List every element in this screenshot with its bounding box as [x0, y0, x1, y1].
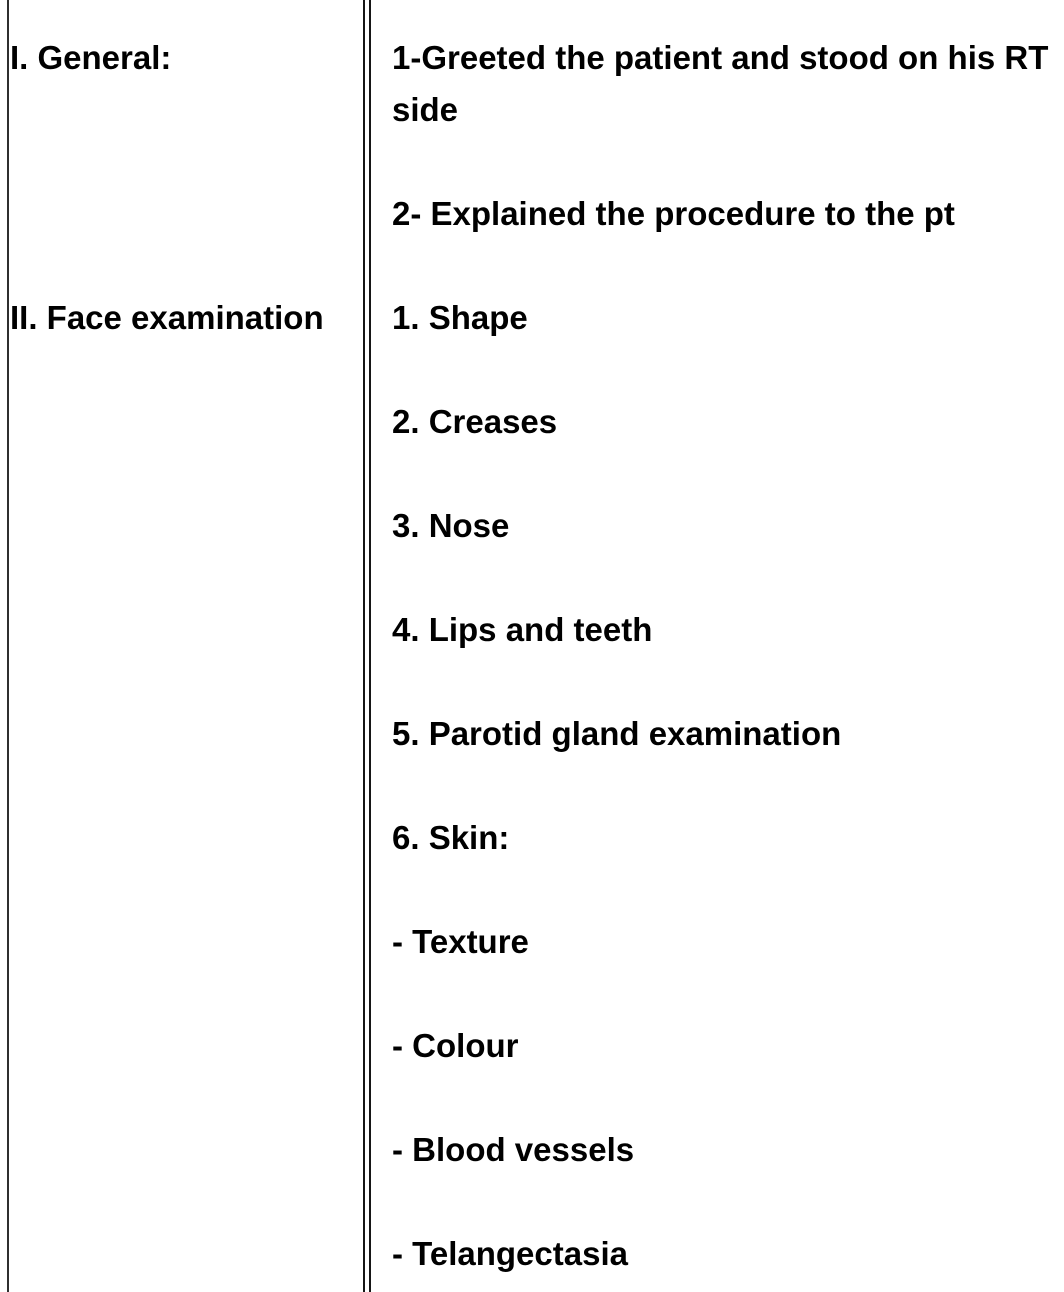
- items-cell-face-examination: [371, 260, 1064, 1292]
- section-label-face-examination: II. Face examination: [10, 299, 324, 336]
- section-cell-general: [0, 0, 371, 84]
- checklist-item-skin: 6. Skin:: [392, 819, 510, 856]
- table-left-border: [7, 0, 9, 1292]
- checklist-item-lips-and-teeth: 4. Lips and teeth: [392, 611, 653, 648]
- checklist-item-skin-blood-vessels: - Blood vessels: [392, 1131, 635, 1168]
- table-row-general: [0, 0, 1064, 260]
- checklist-item-shape: 1. Shape: [392, 299, 528, 336]
- items-cell-general: [371, 0, 1064, 292]
- checklist-item-nose: 3. Nose: [392, 507, 510, 544]
- section-cell-face-examination: [0, 260, 371, 344]
- checklist-item-parotid-gland: 5. Parotid gland examination: [392, 715, 842, 752]
- checklist-item-skin-telangectasia: - Telangectasia: [392, 1235, 628, 1272]
- column-divider-double-line: [363, 0, 371, 1292]
- checklist-item-creases: 2. Creases: [392, 403, 558, 440]
- checklist-item-greeted: 1-Greeted the patient and stood on his RT side: [392, 39, 1049, 128]
- checklist-item-skin-colour: - Colour: [392, 1027, 519, 1064]
- table-row-face-examination: [0, 260, 1064, 1292]
- checklist-item-explained: 2- Explained the procedure to the pt: [392, 195, 955, 232]
- checklist-item-skin-texture: - Texture: [392, 923, 529, 960]
- section-label-general: I. General:: [10, 39, 172, 76]
